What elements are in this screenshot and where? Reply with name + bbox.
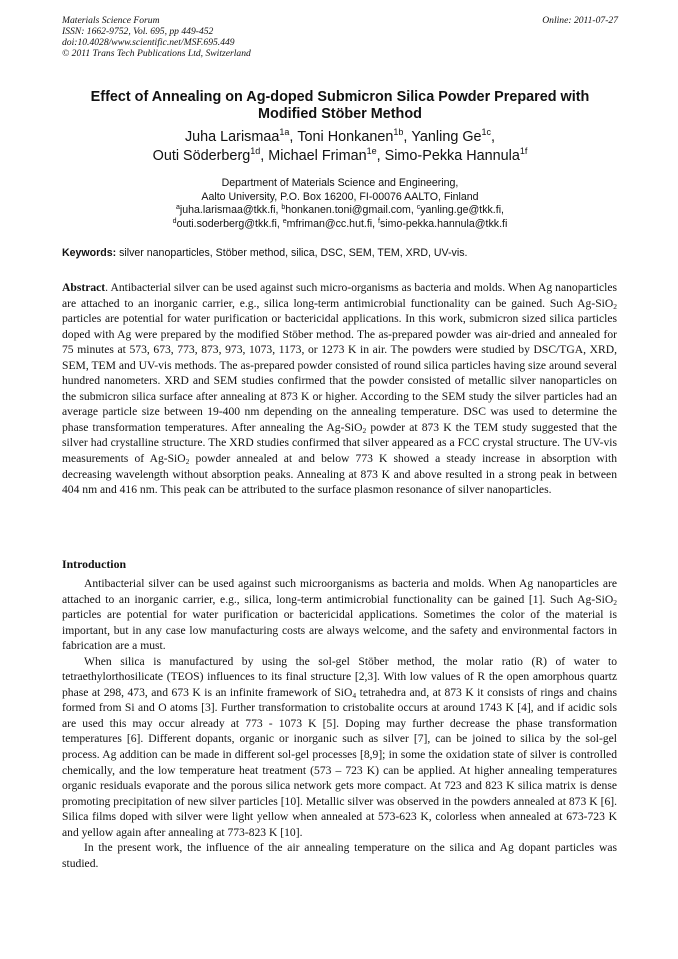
affiliation-block — [62, 177, 618, 231]
abstract: Abstract. Antibacterial silver can be used against such micro-organisms as bacteria and molds. When Ag nanoparticles are attached to an inorganic carrier, e.g., silica long-term antimicrobial functionality can be gained. Such Ag-SiO$_2$ particles are potential for water purification or bactericidal applications. In this work, submicron sized silica particles doped with Ag were prepared by the modified Stöber method. The as-prepared powder was air-dried and annealed for 75 minutes at 573, 673, 773, 873, 973, 1073, 1173, or 1273 K in air. The powders were studied by DSC/TGA, XRD, SEM, TEM and UV-vis methods. The as-prepared powder consisted of round silica particles having size around several hundred nanometers. XRD and SEM studies confirmed that the powder consisted of metallic silver nanoparticles on the submicron silica surface after annealing at 873 K or higher. According to the SEM study the silver particles had an average particle size between 19-400 nm depending on the annealing temperature. DSC was used to determine the phase transformation temperatures. After annealing the Ag-SiO$_2$ powder at 873 K the TEM study suggested that the silver had crystalline structure. The XRD studies confirmed that silver appeared as a FCC crystal structure. The UV-vis measurements of Ag-SiO$_2$ powder annealed at and below 773 K showed a steady increase in absorption with decreasing wavelength without absorption peaks. Annealing at 873 K and above resulted in a strong peak in between 404 nm and 416 nm. This peak can be attributed to the surface plasmon resonance of silver nanoparticles. — [62, 281, 617, 497]
author-emails: $^a$juha.larismaa@tkk.fi, $^b$honkanen.toni@gmail.com, $^c$yanling.ge@tkk.fi, — [176, 204, 504, 216]
paragraph: Antibacterial silver can be used against such microorganisms as bacteria and molds. When Ag nanoparticles are attached to an inorganic carrier, e.g., silica, long-term antimicrobial functionality can be gained [1]. Such Ag-SiO$_2$ particles are potential for water purification or bactericidal applications. Sometimes the color of the material is important, but in any case low manufacturing costs are always welcome, and the safety and environmental factors in fabrication are a must. — [62, 577, 617, 653]
abstract-label: Abstract — [62, 281, 106, 294]
copyright-line: © 2011 Trans Tech Publications Ltd, Switzerland — [62, 48, 251, 59]
author-list — [62, 128, 618, 166]
journal-header — [62, 15, 618, 59]
email-link[interactable]: mfriman@cc.hut.fi, — [286, 217, 379, 230]
author: Simo-Pekka Hannula$^{1f}$ — [384, 146, 528, 164]
online-date: Online: 2011-07-27 — [542, 15, 618, 26]
paper-title: Effect of Annealing on Ag-doped Submicron Silica Powder Prepared with Modified Stöber Method — [90, 89, 590, 122]
journal-name: Materials Science Forum — [62, 15, 160, 26]
author: Toni Honkanen$^{1b}$, — [297, 127, 412, 145]
email-link[interactable]: honkanen.toni@gmail.com, — [285, 204, 417, 216]
author: Juha Larismaa$^{1a}$, — [184, 127, 298, 145]
email-link[interactable]: yanling.ge@tkk.fi, — [420, 204, 504, 216]
keywords — [62, 247, 618, 260]
doi-line: doi:10.4028/www.scientific.net/MSF.695.449 — [62, 37, 235, 48]
email-link[interactable]: juha.larismaa@tkk.fi, — [179, 204, 282, 216]
affiliation-address: Aalto University, P.O. Box 16200, FI-00076 AALTO, Finland — [201, 190, 479, 203]
section-heading: Introduction — [62, 557, 127, 571]
keywords-text: silver nanoparticles, Stöber method, silica, DSC, SEM, TEM, XRD, UV-vis. — [116, 247, 468, 259]
affiliation-department: Department of Materials Science and Engineering, — [221, 177, 459, 189]
introduction — [62, 576, 617, 871]
author: Michael Friman$^{1e}$, — [268, 146, 385, 164]
issn-line: ISSN: 1662-9752, Vol. 695, pp 449-452 — [62, 26, 214, 37]
paragraph: In the present work, the influence of the air annealing temperature on the silica and Ag dopant particles was studied. — [62, 841, 617, 870]
author: Outi Söderberg$^{1d}$, — [152, 146, 269, 164]
keywords-label: Keywords: — [62, 247, 117, 259]
email-link[interactable]: simo-pekka.hannula@tkk.fi — [379, 217, 508, 230]
email-link[interactable]: outi.soderberg@tkk.fi, — [176, 217, 283, 230]
author: Yanling $Ge^{1c}$, — [411, 127, 496, 145]
paragraph: When silica is manufactured by using the sol-gel Stöber method, the molar ratio (R) of water to tetraethylorthosilicate (TEOS) influences to its final structure [2,3]. With low values of R the open amorphous quartz phase at 298, 473, and 673 K is an infinite framework of SiO$_4$ tetrahedra and, at 873 K it consists of rings and chains formed from Si and O atoms [3]. Further transformation to cristobalite occurs at around 1743 K [4], and if acidic sols are used this may occur already at 773 - 1073 K [5]. Doping may further decrease the phase transformation temperatures [6]. Different dopants, organic or inorganic such as silver [7], can be joined to silica by the sol-gel process. Ag addition can be made in different sol-gel processes [8,9]; in some the oxidation state of silver is controlled chemically, and the low temperature heat treatment (573 – 723 K) can be applied. At higher annealing temperatures organic residuals evaporate and the porous silica network gets more compact. At 723 and 823 K silica matrix is dense promoting precipitation of new silver particles [10]. Metallic silver was observed in the powders annealed at 873 K [6]. Silica films doped with silver were light yellow when annealed at 573-623 K, colorless when annealed at 673-723 K and yellow again after annealing at 773-823 K [10]. — [62, 654, 617, 839]
author-emails: $^d$outi.soderberg@tkk.fi, $^e$mfriman@cc.hut.fi, $^f$simo-pekka.hannula@tkk.fi — [172, 217, 508, 230]
